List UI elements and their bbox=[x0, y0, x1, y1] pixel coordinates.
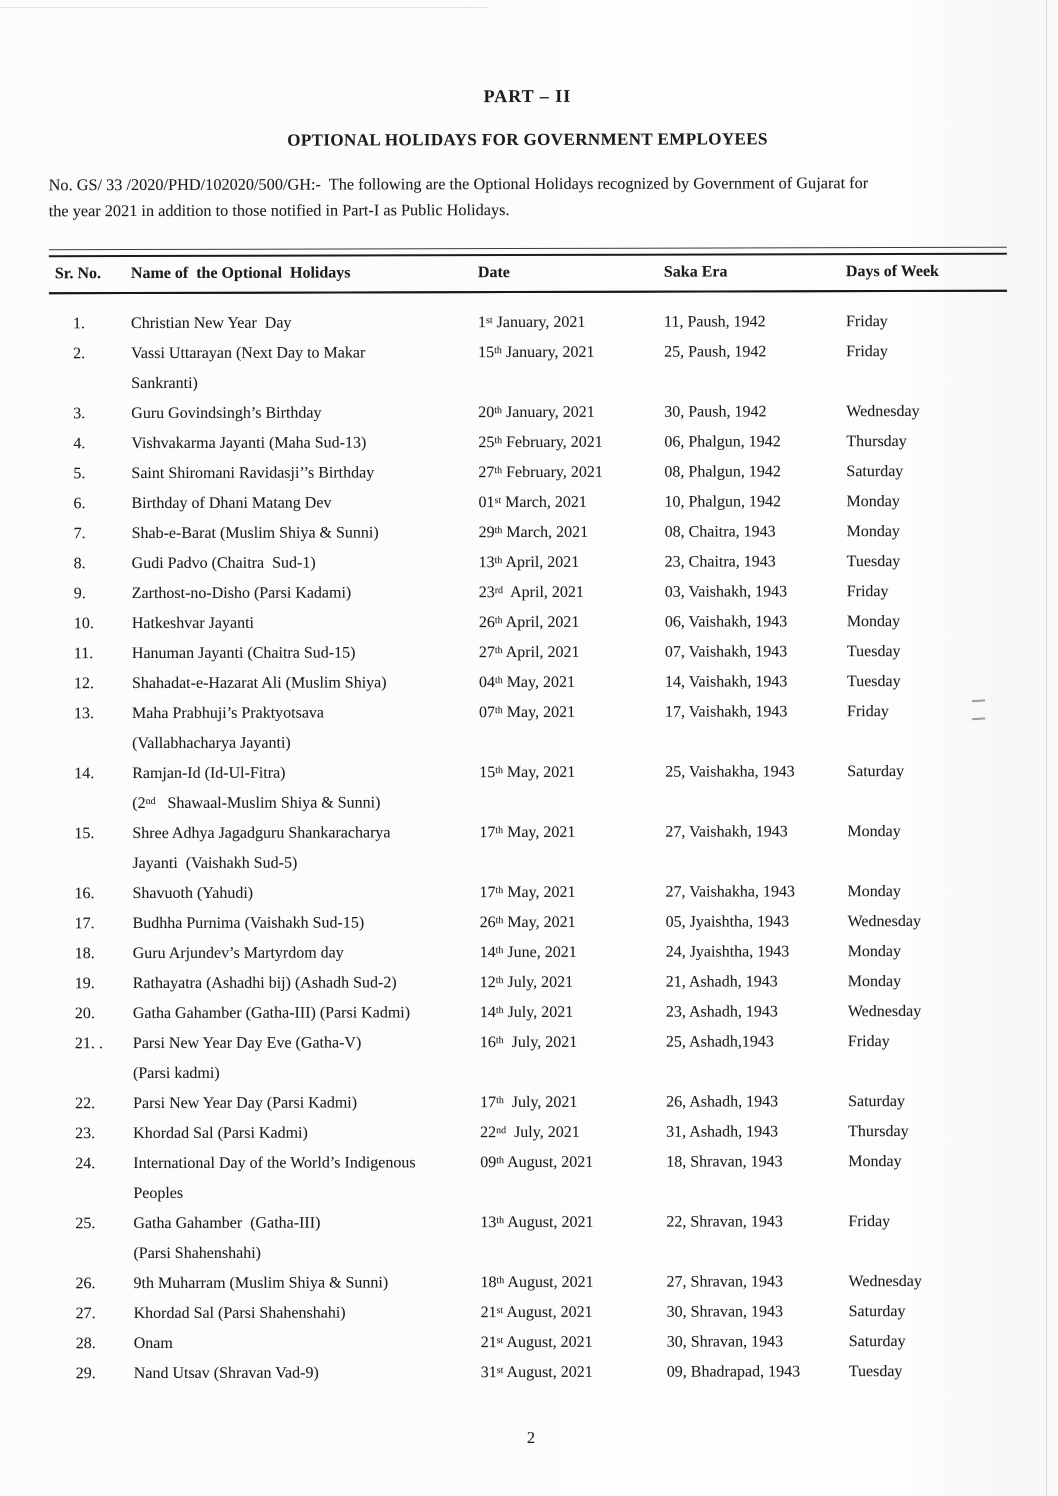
holiday-row bbox=[51, 1117, 1009, 1150]
saka-cell: 06, Phalgun, 1942 bbox=[664, 433, 781, 451]
date-cell: 04th May, 2021 bbox=[478, 673, 576, 692]
scan-edge-artifact-right bbox=[1046, 0, 1048, 1496]
name-cell: Shree Adhya Jagadguru Shankaracharya Jayanti (Vaishakh Sud-5) bbox=[132, 824, 391, 873]
saka-cell: 24, Jyaishtha, 1943 bbox=[665, 943, 790, 961]
name-cell: Hanuman Jayanti (Chaitra Sud-15) bbox=[131, 644, 356, 663]
day-cell: Friday bbox=[847, 703, 889, 721]
saka-cell: 30, Shravan, 1943 bbox=[666, 1303, 784, 1321]
holiday-row bbox=[50, 667, 1008, 700]
name-cell: Parsi New Year Day (Parsi Kadmi) bbox=[133, 1094, 358, 1113]
holiday-table bbox=[49, 255, 1010, 1390]
name-cell: Vishvakarma Jayanti (Maha Sud-13) bbox=[131, 434, 367, 453]
holiday-row bbox=[51, 907, 1009, 940]
holiday-row bbox=[52, 1297, 1010, 1330]
day-cell: Tuesday bbox=[846, 553, 901, 571]
name-cell: Guru Govindsingh’s Birthday bbox=[131, 404, 322, 423]
day-cell: Monday bbox=[846, 613, 901, 631]
day-cell: Tuesday bbox=[848, 1363, 903, 1381]
name-cell: Khordad Sal (Parsi Shahenshahi) bbox=[133, 1304, 346, 1323]
name-cell: Gatha Gahamber (Gatha-III) (Parsi Shahenshahi) bbox=[133, 1214, 321, 1263]
date-cell: 26th May, 2021 bbox=[479, 913, 576, 932]
date-cell: 01st March, 2021 bbox=[478, 493, 587, 512]
day-cell: Monday bbox=[847, 883, 901, 901]
name-cell: Khordad Sal (Parsi Kadmi) bbox=[133, 1124, 308, 1143]
day-cell: Friday bbox=[846, 313, 888, 331]
page-content bbox=[48, 0, 1010, 1448]
sr-cell: 24. bbox=[75, 1155, 96, 1173]
intro-line-1: No. GS/ 33 /2020/PHD/102020/500/GH:- The following are the Optional Holidays recognized by Government of Gujarat for bbox=[48, 173, 869, 195]
sr-cell: 22. bbox=[75, 1095, 96, 1113]
intro-line-2: the year 2021 in addition to those notified in Part-I as Public Holidays. bbox=[48, 200, 510, 221]
holiday-row bbox=[49, 397, 1007, 430]
holiday-row bbox=[49, 457, 1007, 490]
saka-cell: 26, Ashadh, 1943 bbox=[666, 1093, 779, 1111]
saka-cell: 30, Paush, 1942 bbox=[664, 403, 767, 421]
date-cell: 14th July, 2021 bbox=[479, 1003, 574, 1022]
saka-cell: 31, Ashadh, 1943 bbox=[666, 1123, 779, 1141]
name-cell: Birthday of Dhani Matang Dev bbox=[131, 494, 332, 513]
date-cell: 18th August, 2021 bbox=[480, 1273, 594, 1292]
header-days-of-week: Days of Week bbox=[846, 255, 1007, 291]
holiday-table-body bbox=[49, 291, 1010, 1390]
holiday-row bbox=[50, 697, 1008, 760]
saka-cell: 08, Chaitra, 1943 bbox=[664, 523, 776, 541]
sr-cell: 11. bbox=[73, 645, 94, 663]
day-cell: Monday bbox=[846, 493, 900, 511]
date-cell: 17th July, 2021 bbox=[480, 1093, 578, 1112]
date-cell: 29th March, 2021 bbox=[478, 523, 589, 542]
sr-cell: 29. bbox=[75, 1365, 96, 1383]
saka-cell: 23, Chaitra, 1943 bbox=[664, 553, 776, 571]
holiday-row bbox=[51, 937, 1009, 970]
saka-cell: 09, Bhadrapad, 1943 bbox=[666, 1363, 801, 1381]
saka-cell: 30, Shravan, 1943 bbox=[666, 1333, 784, 1351]
table-top-rule bbox=[49, 253, 1010, 1390]
sr-cell: 3. bbox=[73, 405, 86, 423]
day-cell: Wednesday bbox=[847, 1002, 922, 1021]
day-cell: Thursday bbox=[846, 433, 907, 451]
sr-cell: 25. bbox=[75, 1215, 96, 1233]
name-cell: Shahadat-e-Hazarat Ali (Muslim Shiya) bbox=[131, 674, 387, 693]
day-cell: Monday bbox=[847, 943, 902, 961]
name-cell: Hatkeshvar Jayanti bbox=[131, 614, 255, 633]
header-holiday-name: Name of the Optional Holidays bbox=[131, 256, 478, 293]
saka-cell: 25, Vaishakha, 1943 bbox=[665, 763, 795, 781]
pencil-mark-artifact bbox=[972, 689, 1008, 725]
date-cell: 17th May, 2021 bbox=[479, 883, 576, 902]
saka-cell: 23, Ashadh, 1943 bbox=[665, 1003, 778, 1021]
holiday-row bbox=[49, 427, 1007, 460]
sr-cell: 21. . bbox=[74, 1035, 103, 1053]
name-cell: Shavuoth (Yahudi) bbox=[132, 884, 254, 903]
date-cell: 15th January, 2021 bbox=[478, 343, 595, 362]
date-cell: 22nd July, 2021 bbox=[480, 1123, 580, 1142]
saka-cell: 07, Vaishakh, 1943 bbox=[664, 643, 788, 661]
holiday-row bbox=[50, 637, 1008, 670]
name-cell: Nand Utsav (Shravan Vad-9) bbox=[133, 1364, 319, 1383]
date-cell: 21st August, 2021 bbox=[480, 1333, 593, 1352]
holiday-row bbox=[50, 877, 1008, 910]
header-saka-era: Saka Era bbox=[664, 255, 846, 291]
date-cell: 16th July, 2021 bbox=[479, 1033, 578, 1052]
day-cell: Saturday bbox=[848, 1333, 906, 1351]
saka-cell: 10, Phalgun, 1942 bbox=[664, 493, 781, 511]
intro-paragraph bbox=[49, 170, 1007, 225]
saka-cell: 05, Jyaishtha, 1943 bbox=[665, 913, 790, 931]
name-cell: Ramjan-Id (Id-Ul-Fitra) (2nd Shawaal-Muslim Shiya & Sunni) bbox=[132, 764, 381, 813]
day-cell: Thursday bbox=[848, 1123, 909, 1141]
holiday-row bbox=[50, 757, 1008, 820]
day-cell: Wednesday bbox=[847, 912, 921, 931]
date-cell: 15th May, 2021 bbox=[479, 763, 576, 782]
name-cell: Zarthost-no-Disho (Parsi Kadami) bbox=[131, 584, 352, 603]
saka-cell: 25, Paush, 1942 bbox=[664, 343, 767, 361]
saka-cell: 11, Paush, 1942 bbox=[664, 313, 766, 331]
day-cell: Monday bbox=[846, 523, 900, 541]
sr-cell: 5. bbox=[73, 465, 86, 483]
day-cell: Saturday bbox=[848, 1303, 906, 1321]
sr-cell: 7. bbox=[73, 525, 86, 543]
name-cell: Vassi Uttarayan (Next Day to Makar Sankranti) bbox=[131, 344, 366, 393]
date-cell: 26th April, 2021 bbox=[478, 613, 580, 632]
day-cell: Monday bbox=[847, 823, 901, 841]
header-date: Date bbox=[478, 256, 664, 292]
day-cell: Monday bbox=[847, 973, 902, 991]
saka-cell: 27, Vaishakha, 1943 bbox=[665, 883, 796, 901]
sr-cell: 13. bbox=[74, 705, 95, 723]
date-cell: 21st August, 2021 bbox=[480, 1303, 593, 1322]
holiday-row bbox=[49, 487, 1007, 520]
name-cell: Guru Arjundev’s Martyrdom day bbox=[132, 944, 344, 963]
name-cell: Saint Shiromani Ravidasji’’s Birthday bbox=[131, 464, 375, 483]
day-cell: Friday bbox=[846, 343, 888, 361]
header-sr-no: Sr. No. bbox=[49, 257, 131, 293]
date-cell: 31st August, 2021 bbox=[480, 1363, 593, 1382]
date-cell: 17th May, 2021 bbox=[479, 823, 576, 842]
sr-cell: 8. bbox=[73, 555, 86, 573]
name-cell: Onam bbox=[133, 1334, 173, 1353]
day-cell: Tuesday bbox=[846, 643, 901, 661]
sr-cell: 27. bbox=[75, 1305, 96, 1323]
name-cell: Rathayatra (Ashadhi bij) (Ashadh Sud-2) bbox=[132, 974, 397, 993]
holiday-row bbox=[50, 547, 1008, 580]
sr-cell: 6. bbox=[73, 495, 86, 513]
sr-cell: 18. bbox=[74, 945, 95, 963]
name-cell: 9th Muharram (Muslim Shiya & Sunni) bbox=[133, 1274, 389, 1293]
saka-cell: 22, Shravan, 1943 bbox=[666, 1213, 783, 1231]
saka-cell: 03, Vaishakh, 1943 bbox=[664, 583, 788, 601]
sr-cell: 23. bbox=[75, 1125, 96, 1143]
day-cell: Saturday bbox=[846, 463, 904, 481]
date-cell: 13th August, 2021 bbox=[480, 1213, 594, 1232]
date-cell: 14th June, 2021 bbox=[479, 943, 577, 962]
page-number: 2 bbox=[526, 1427, 536, 1448]
date-cell: 07th May, 2021 bbox=[479, 703, 576, 722]
saka-cell: 17, Vaishakh, 1943 bbox=[665, 703, 788, 721]
sr-cell: 26. bbox=[75, 1275, 96, 1293]
date-cell: 1st January, 2021 bbox=[478, 313, 586, 332]
name-cell: Christian New Year Day bbox=[131, 314, 292, 333]
document-title: OPTIONAL HOLIDAYS FOR GOVERNMENT EMPLOYEES bbox=[287, 129, 768, 150]
day-cell: Monday bbox=[848, 1153, 902, 1171]
holiday-row bbox=[50, 517, 1008, 550]
sr-cell: 15. bbox=[74, 825, 95, 843]
holiday-row bbox=[51, 967, 1009, 1000]
saka-cell: 27, Vaishakh, 1943 bbox=[665, 823, 788, 841]
sr-cell: 4. bbox=[73, 435, 86, 453]
holiday-table-wrap bbox=[49, 247, 1010, 1390]
holiday-row bbox=[49, 291, 1007, 340]
holiday-row bbox=[51, 997, 1009, 1030]
sr-cell: 19. bbox=[74, 975, 95, 993]
date-cell: 27th February, 2021 bbox=[478, 463, 603, 482]
saka-cell: 14, Vaishakh, 1943 bbox=[664, 673, 788, 691]
holiday-row bbox=[52, 1327, 1010, 1360]
day-cell: Wednesday bbox=[848, 1272, 922, 1291]
name-cell: International Day of the World’s Indigenous Peoples bbox=[133, 1154, 416, 1203]
holiday-row bbox=[51, 1087, 1009, 1120]
holiday-row bbox=[49, 337, 1007, 400]
saka-cell: 25, Ashadh,1943 bbox=[665, 1033, 774, 1051]
holiday-row bbox=[52, 1267, 1010, 1300]
name-cell: Gatha Gahamber (Gatha-III) (Parsi Kadmi) bbox=[132, 1004, 411, 1023]
day-cell: Friday bbox=[846, 583, 889, 601]
name-cell: Budhha Purnima (Vaishakh Sud-15) bbox=[132, 914, 365, 933]
name-cell: Parsi New Year Day Eve (Gatha-V) (Parsi kadmi) bbox=[132, 1034, 362, 1083]
holiday-row bbox=[51, 1147, 1009, 1210]
day-cell: Saturday bbox=[848, 1093, 905, 1111]
saka-cell: 27, Shravan, 1943 bbox=[666, 1273, 783, 1291]
holiday-row bbox=[52, 1357, 1010, 1390]
date-cell: 13th April, 2021 bbox=[478, 553, 580, 572]
day-cell: Friday bbox=[847, 1033, 890, 1051]
holiday-row bbox=[50, 817, 1008, 880]
part-title: PART – II bbox=[483, 85, 572, 107]
date-cell: 09th August, 2021 bbox=[480, 1153, 594, 1172]
name-cell: Shab-e-Barat (Muslim Shiya & Sunni) bbox=[131, 524, 379, 543]
holiday-row bbox=[51, 1027, 1009, 1090]
sr-cell: 14. bbox=[74, 765, 95, 783]
holiday-row bbox=[51, 1207, 1009, 1270]
day-cell: Friday bbox=[848, 1213, 891, 1231]
holiday-row bbox=[50, 577, 1008, 610]
sr-cell: 12. bbox=[73, 675, 94, 693]
sr-cell: 2. bbox=[73, 345, 86, 363]
saka-cell: 21, Ashadh, 1943 bbox=[665, 973, 778, 991]
date-cell: 27th April, 2021 bbox=[478, 643, 580, 662]
date-cell: 12th July, 2021 bbox=[479, 973, 574, 992]
sr-cell: 17. bbox=[74, 915, 95, 933]
saka-cell: 08, Phalgun, 1942 bbox=[664, 463, 781, 481]
saka-cell: 06, Vaishakh, 1943 bbox=[664, 613, 788, 631]
day-cell: Saturday bbox=[847, 763, 905, 781]
holiday-row bbox=[50, 607, 1008, 640]
table-header-row bbox=[49, 255, 1007, 294]
saka-cell: 18, Shravan, 1943 bbox=[666, 1153, 783, 1171]
date-cell: 20th January, 2021 bbox=[478, 403, 595, 422]
sr-cell: 28. bbox=[75, 1335, 96, 1353]
sr-cell: 20. bbox=[74, 1005, 95, 1023]
day-cell: Wednesday bbox=[846, 402, 920, 421]
name-cell: Gudi Padvo (Chaitra Sud-1) bbox=[131, 554, 316, 573]
day-cell: Tuesday bbox=[846, 673, 901, 691]
sr-cell: 10. bbox=[73, 615, 94, 633]
date-cell: 23rd April, 2021 bbox=[478, 583, 584, 602]
name-cell: Maha Prabhuji’s Praktyotsava (Vallabhacharya Jayanti) bbox=[132, 704, 325, 753]
sr-cell: 16. bbox=[74, 885, 95, 903]
sr-cell: 1. bbox=[73, 315, 86, 333]
date-cell: 25th February, 2021 bbox=[478, 433, 603, 452]
sr-cell: 9. bbox=[73, 585, 86, 603]
